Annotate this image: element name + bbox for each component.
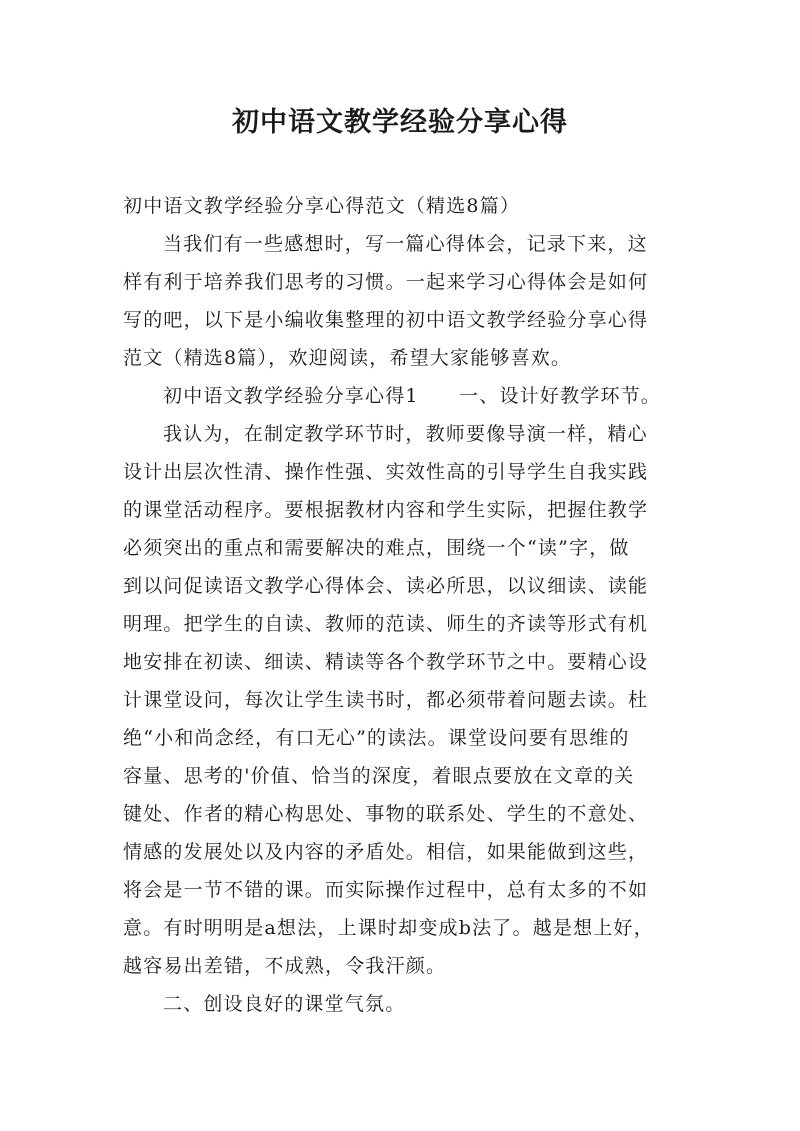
paragraph-line: 样有利于培养我们思考的习惯。一起来学习心得体会是如何: [123, 271, 649, 293]
paragraph-line: 计课堂设问，每次让学生读书时，都必须带着问题去读。杜: [123, 689, 649, 711]
section-heading-line: 初中语文教学经验分享心得1 一、设计好教学环节。: [163, 385, 662, 407]
paragraph-line: 键处、作者的精心构思处、事物的联系处、学生的不意处、: [123, 803, 649, 825]
paragraph-line: 情感的发展处以及内容的矛盾处。相信，如果能做到这些，: [123, 841, 649, 863]
paragraph-line: 写的吧，以下是小编收集整理的初中语文教学经验分享心得: [123, 309, 649, 331]
paragraph-line: 设计出层次性清、操作性强、实效性高的引导学生自我实践: [123, 461, 649, 483]
paragraph-line: 意。有时明明是a想法，上课时却变成b法了。越是想上好，: [123, 917, 654, 939]
paragraph-line: 地安排在初读、细读、精读等各个教学环节之中。要精心设: [123, 651, 649, 673]
document-title: 初中语文教学经验分享心得: [232, 107, 568, 138]
paragraph-line: 当我们有一些感想时，写一篇心得体会，记录下来，这: [163, 233, 648, 255]
paragraph-line: 到以问促读语文教学心得体会、读必所思，以议细读、读能: [123, 575, 649, 597]
paragraph-line: 容量、思考的'价值、恰当的深度，着眼点要放在文章的关: [123, 765, 635, 787]
paragraph-line: 必须突出的重点和需要解决的难点，围绕一个“读”字，做: [123, 537, 630, 559]
paragraph-line: 明理。把学生的自读、教师的范读、师生的齐读等形式有机: [123, 613, 649, 635]
paragraph-line: 绝“小和尚念经，有口无心”的读法。课堂设问要有思维的: [123, 727, 630, 749]
paragraph-line: 我认为，在制定教学环节时，教师要像导演一样，精心: [163, 423, 648, 445]
paragraph-line: 将会是一节不错的课。而实际操作过程中，总有太多的不如: [123, 879, 649, 901]
section-heading-line: 二、创设良好的课堂气氛。: [163, 993, 406, 1015]
subtitle-line: 初中语文教学经验分享心得范文（精选8篇）: [123, 195, 521, 217]
paragraph-line: 的课堂活动程序。要根据教材内容和学生实际，把握住教学: [123, 499, 649, 521]
paragraph-line: 越容易出差错，不成熟，令我汗颜。: [123, 955, 447, 977]
paragraph-line: 范文（精选8篇），欢迎阅读，希望大家能够喜欢。: [123, 347, 572, 369]
